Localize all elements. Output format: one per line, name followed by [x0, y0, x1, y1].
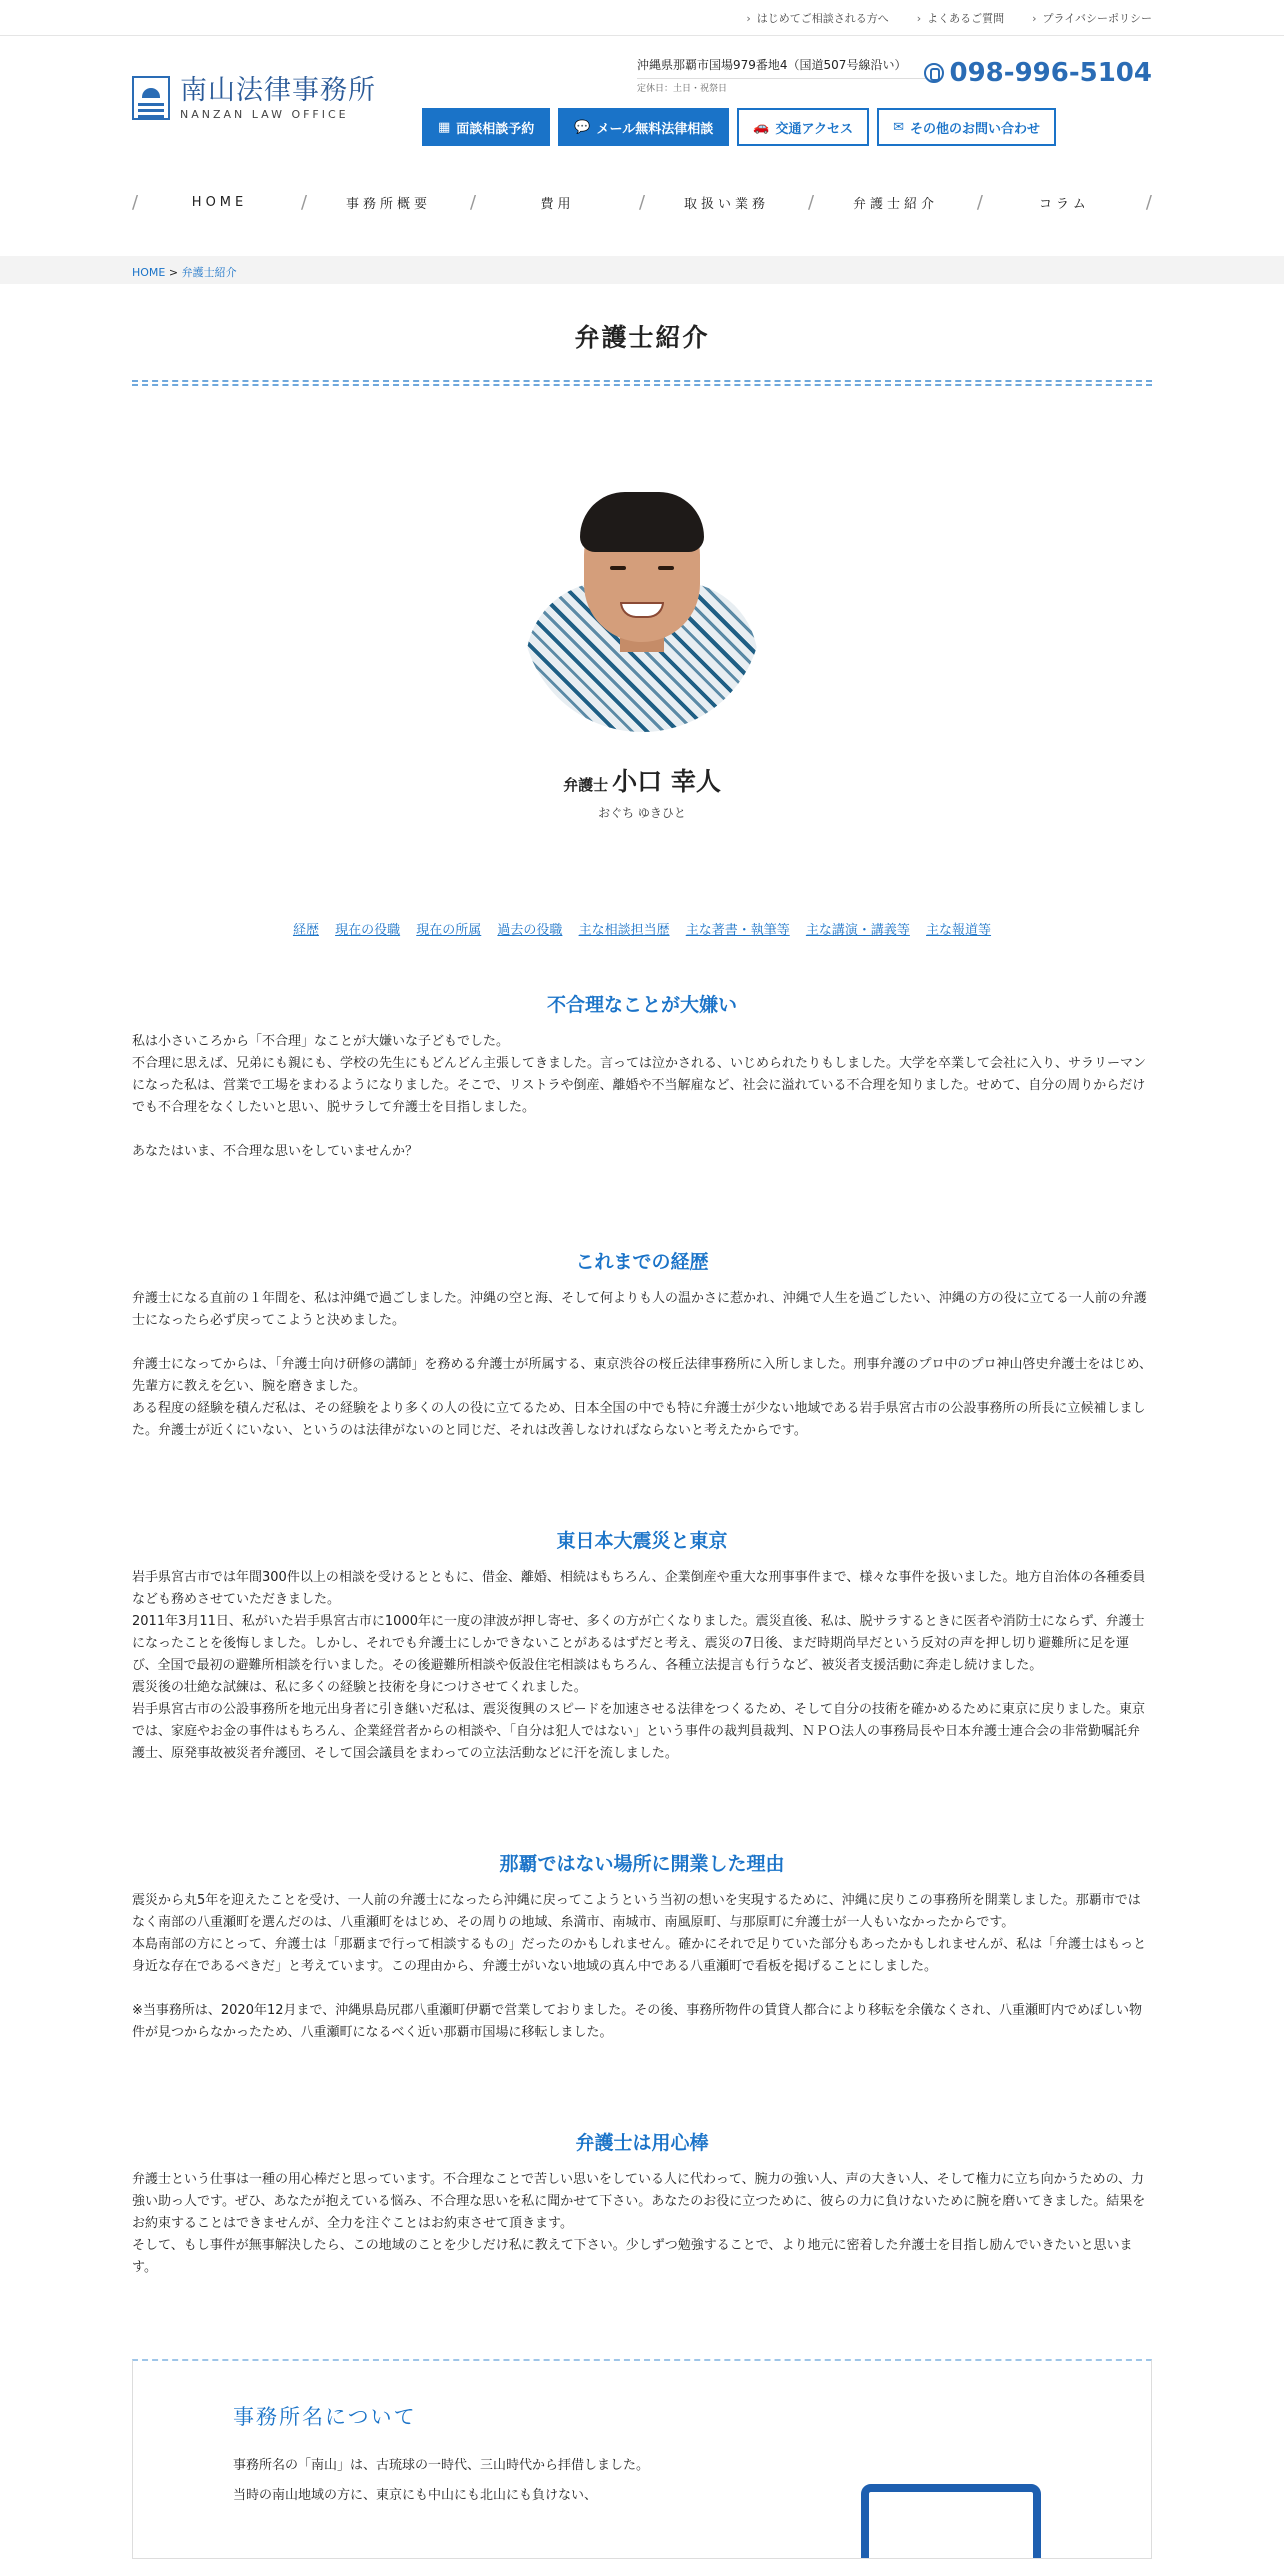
lawyer-kana: おぐち ゆきひと [598, 806, 686, 820]
global-nav [132, 156, 1152, 228]
anchor-consultation-history[interactable]: 主な相談担当歴 [578, 923, 670, 938]
anchor-current-positions[interactable]: 現在の役職 [335, 923, 401, 938]
nav-lawyer-profile[interactable]: 弁護士紹介 [852, 196, 938, 212]
about-decoration-frame [861, 2484, 1041, 2559]
nav-separator: / [132, 191, 139, 213]
section-bodyguard [132, 2128, 1152, 2279]
section-paragraph: 本島南部の方にとって、弁護士は「那覇まで行って相談するもの」だったのかもしれません。確かにそれで足りていた部分もあったかもしれませんが、私は「弁護士はもっと身近な存在であるべきだ」と考えています。この理由から、弁護士がいない地域の真ん中である八重瀬町で看板を掲げることにしました。 [132, 1937, 1147, 1974]
office-name-about-box [132, 2359, 1152, 2559]
nav-separator: / [807, 191, 815, 213]
anchor-lectures[interactable]: 主な講演・講義等 [805, 923, 910, 938]
anchor-career[interactable]: 経歴 [292, 923, 319, 938]
breadcrumb-current[interactable]: 弁護士紹介 [181, 266, 237, 279]
section-paragraph: 私は小さいころから「不合理」なことが大嫌いな子どもでした。 [132, 1034, 510, 1049]
nav-separator: / [469, 191, 477, 213]
main-content [132, 318, 1152, 2279]
top-utility-bar [0, 0, 1284, 36]
site-header [132, 36, 1152, 156]
lawyer-role: 弁護士 [563, 776, 609, 794]
nav-fees[interactable]: 費用 [540, 196, 575, 212]
section-paragraph: 岩手県宮古市の公設事務所を地元出身者に引き継いだ私は、震災復興のスピードを加速させる法律をつくるため、そして自分の技術を確かめるために東京に戻りました。東京では、家庭やお金の事件はもちろん、企業経営者からの相談や、「自分は犯人ではない」という事件の裁判員裁判、ＮＰＯ法人の事務局長や日本弁護士連合会の非常勤嘱託弁護士、原発事故被災者弁護団、そして国会議員をまわっての立法活動などに汗を流しました。 [132, 1702, 1145, 1761]
nav-separator: / [1145, 191, 1152, 213]
nav-home[interactable]: HOME [191, 194, 248, 210]
section-title: 弁護士は用心棒 [575, 2132, 709, 2154]
phone-number-text: 098-996-5104 [949, 58, 1152, 88]
nav-office-overview[interactable]: 事務所概要 [346, 196, 432, 212]
logo-japanese: 南山法律事務所 [180, 74, 376, 106]
lawyer-photo [522, 462, 762, 732]
site-logo[interactable] [132, 76, 376, 120]
header-cta-group [422, 108, 1056, 146]
nav-separator: / [638, 191, 646, 213]
breadcrumb-home[interactable]: HOME [132, 266, 166, 279]
other-inquiry-button[interactable]: ✉ その他のお問い合わせ [877, 108, 1056, 146]
nav-separator: / [976, 191, 983, 213]
link-privacy-policy[interactable]: › プライバシーポリシー [1032, 10, 1152, 26]
email-consultation-button[interactable]: 💬 メール無料法律相談 [558, 108, 729, 146]
section-paragraph: 弁護士という仕事は一種の用心棒だと思っています。不合理なことで苦しい思いをしている人に代わって、腕力の強い人、声の大きい人、そして権力に立ち向かうための、力強い助っ人です。ぜひ、あなたが抱えている悩み、不合理な思いを私に聞かせて下さい。あなたのお役に立つために、彼らの力に負けないために腕を磨いてきました。結果をお約束することはできませんが、全力を注ぐことはお約束させて頂きます。 [132, 2172, 1146, 2231]
breadcrumb [0, 256, 1284, 284]
section-paragraph: ※当事務所は、2020年12月まで、沖縄県島尻郡八重瀬町伊覇で営業しておりました。その後、事務所物件の賃貸人都合により移転を余儀なくされ、八重瀬町内でめぼしい物件が見つからなかったため、八重瀬町になるべく近い那覇市国場に移転しました。 [132, 2003, 1143, 2040]
logo-english: NANZAN LAW OFFICE [180, 107, 349, 121]
logo-sun-wave-icon [132, 76, 170, 120]
calendar-icon: ▦ [438, 119, 451, 135]
section-location-reason [132, 1849, 1152, 2044]
anchor-current-affiliations[interactable]: 現在の所属 [416, 923, 482, 938]
address-divider [637, 78, 927, 79]
chat-icon: 💬 [574, 119, 591, 135]
about-title: 事務所名について [233, 2405, 417, 2429]
title-divider [132, 380, 1152, 386]
anchor-publications[interactable]: 主な著書・執筆等 [685, 923, 790, 938]
section-title: 東日本大震災と東京 [556, 1530, 728, 1552]
section-paragraph: 2011年3月11日、私がいた岩手県宮古市に1000年に一度の津波が押し寄せ、多くの方が亡くなりました。震災直後、私は、脱サラするときに医者や消防士にならず、弁護士になったことを後悔しました。しかし、それでも弁護士にしかできないことがあるはずだと考え、震災の7日後、まだ時期尚早だという反対の声を押し切り避難所に足を運び、全国で最初の避難所相談を行いました。その後避難所相談や仮設住宅相談はもちろん、各種立法提言も行うなど、被災者支援活動に奔走し続けました。 [132, 1614, 1145, 1673]
reserve-consultation-button[interactable]: ▦ 面談相談予約 [422, 108, 550, 146]
office-address: 沖縄県那覇市国場979番地4（国道507号線沿い） [637, 58, 907, 72]
section-paragraph: 震災から丸5年を迎えたことを受け、一人前の弁護士になったら沖縄に戻ってこようという当初の想いを実現するために、沖縄に戻りこの事務所を開業しました。那覇市ではなく南部の八重瀬町を選んだのは、八重瀬町をはじめ、その周りの地域、糸満市、南城市、南風原町、与那原町に弁護士が一人もいなかったからです。 [132, 1893, 1141, 1930]
about-line: 当時の南山地域の方に、東京にも中山にも北山にも負けない、 [233, 2488, 598, 2503]
anchor-past-positions[interactable]: 過去の役職 [497, 923, 563, 938]
section-paragraph: そして、もし事件が無事解決したら、この地域のことを少しだけ私に教えて下さい。少しずつ勉強することで、より地元に密着した弁護士を目指し励んでいきたいと思います。 [132, 2238, 1133, 2275]
section-paragraph: 不合理に思えば、兄弟にも親にも、学校の先生にもどんどん主張してきました。言っては泣かされる、いじめられたりもしました。大学を卒業して会社に入り、サラリーマンになった私は、営業で工場をまわるようになりました。そこで、リストラや倒産、離婚や不当解雇など、社会に溢れている不合理を知りました。せめて、自分の周りからだけでも不合理をなくしたいと思い、脱サラして弁護士を目指しました。 [132, 1056, 1147, 1115]
lawyer-name [132, 762, 1152, 798]
section-paragraph: ある程度の経験を積んだ私は、その経験をより多くの人の役に立てるため、日本全国の中でも特に弁護士が少ない地域である岩手県宮古市の公設事務所の所長に立候補しました。弁護士が近くにいない、というのは法律がないのと同じだ、それは改善しなければならないと考えたからです。 [132, 1401, 1146, 1438]
office-address-block [637, 56, 906, 94]
nav-separator: / [300, 191, 308, 213]
access-button[interactable]: 🚗 交通アクセス [737, 108, 869, 146]
anchor-media[interactable]: 主な報道等 [926, 923, 992, 938]
section-paragraph: 弁護士になってからは、「弁護士向け研修の講師」を務める弁護士が所属する、東京渋谷の桜丘法律事務所に入所しました。刑事弁護のプロ中のプロ神山啓史弁護士をはじめ、先輩方に教えを乞い、腕を磨きました。 [132, 1357, 1152, 1394]
section-paragraph: 震災後の壮絶な試練は、私に多くの経験と技術を身につけさせてくれました。 [132, 1680, 587, 1695]
section-earthquake [132, 1526, 1152, 1765]
phone-number[interactable] [924, 58, 1153, 88]
section-paragraph: 弁護士になる直前の１年間を、私は沖縄で過ごしました。沖縄の空と海、そして何よりも人の温かさに惹かれ、沖縄で人生を過ごしたい、沖縄の方の役に立てる一人前の弁護士になったら必ず戻ってこようと決めました。 [132, 1291, 1147, 1328]
about-line: 事務所名の「南山」は、古琉球の一時代、三山時代から拝借しました。 [233, 2458, 650, 2473]
section-title: これまでの経歴 [575, 1251, 709, 1273]
nav-practice-areas[interactable]: 取扱い業務 [683, 196, 769, 212]
mail-icon: ✉ [893, 119, 904, 135]
section-career [132, 1247, 1152, 1442]
link-faq[interactable]: › よくあるご質問 [917, 10, 1004, 26]
section-title: 那覇ではない場所に開業した理由 [499, 1853, 785, 1875]
section-paragraph: あなたはいま、不合理な思いをしていませんか？ [132, 1144, 419, 1159]
link-first-consultation[interactable]: › はじめてご相談される方へ [746, 10, 888, 26]
section-unreasonable [132, 990, 1152, 1163]
phone-icon [924, 63, 944, 83]
page-title: 弁護士紹介 [574, 323, 710, 352]
section-title: 不合理なことが大嫌い [546, 994, 737, 1016]
lawyer-name-text: 小口 幸人 [612, 767, 721, 796]
car-icon: 🚗 [753, 119, 770, 135]
breadcrumb-separator: > [165, 266, 182, 279]
section-anchor-links [132, 919, 1152, 938]
nav-column[interactable]: コラム [1039, 196, 1090, 212]
section-paragraph: 岩手県宮古市では年間300件以上の相談を受けるとともに、借金、離婚、相続はもちろん、企業倒産や重大な刑事事件まで、様々な事件を扱いました。地方自治体の各種委員なども務めさせていただきました。 [132, 1570, 1146, 1607]
office-holiday: 定休日：土日・祝祭日 [637, 84, 728, 94]
